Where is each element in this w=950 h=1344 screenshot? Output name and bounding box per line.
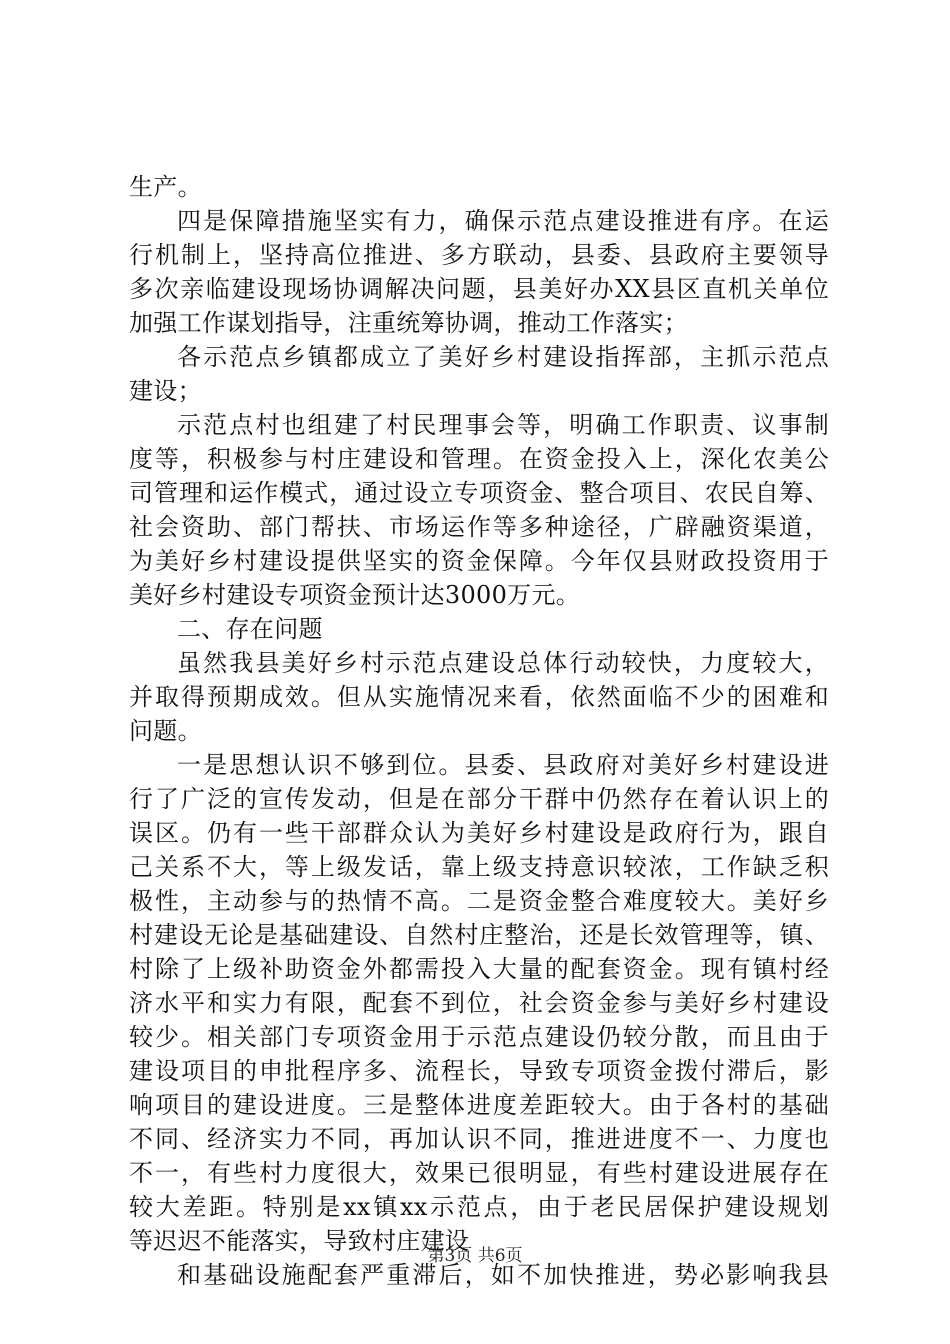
text-line: 问题。 <box>129 717 202 745</box>
text-line: 虽然我县美好乡村示范点建设总体行动较快，力度较大， <box>177 649 829 677</box>
text-line: 较大差距。特别是xx镇xx示范点，由于老民居保护建设规划 <box>129 1193 829 1221</box>
text-line: 加强工作谋划指导，注重统筹协调，推动工作落实； <box>129 309 688 337</box>
text-line: 度等，积极参与村庄建设和管理。在资金投入上，深化农美公 <box>129 445 829 473</box>
text-line: 生产。 <box>129 173 202 201</box>
text-line: 多次亲临建设现场协调解决问题，县美好办XX县区直机关单位 <box>129 275 829 303</box>
page-footer: 第3页 共6页 <box>427 1246 523 1266</box>
text-line: 司管理和运作模式，通过设立专项资金、整合项目、农民自筹、 <box>129 479 829 507</box>
text-line: 建设项目的申批程序多、流程长，导致专项资金拨付滞后，影 <box>129 1057 829 1085</box>
text-line: 己关系不大，等上级发话，靠上级支持意识较浓，工作缺乏积 <box>129 853 829 881</box>
text-line: 各示范点乡镇都成立了美好乡村建设指挥部，主抓示范点 <box>177 343 829 371</box>
text-line: 济水平和实力有限，配套不到位，社会资金参与美好乡村建设 <box>129 989 829 1017</box>
text-line: 行机制上，坚持高位推进、多方联动，县委、县政府主要领导 <box>129 241 829 269</box>
text-line: 不一，有些村力度很大，效果已很明显，有些村建设进展存在 <box>129 1159 829 1187</box>
text-line: 行了广泛的宣传发动，但是在部分干群中仍然存在着认识上的 <box>129 785 829 813</box>
text-line: 较少。相关部门专项资金用于示范点建设仍较分散，而且由于 <box>129 1023 829 1051</box>
text-line: 误区。仍有一些干部群众认为美好乡村建设是政府行为，跟自 <box>129 819 829 847</box>
text-line: 美好乡村建设专项资金预计达3000万元。 <box>129 581 581 609</box>
text-line: 一是思想认识不够到位。县委、县政府对美好乡村建设进 <box>177 751 829 779</box>
text-line: 不同、经济实力不同，再加认识不同，推进进度不一、力度也 <box>129 1125 829 1153</box>
document-body <box>129 170 829 1292</box>
text-line: 和基础设施配套严重滞后，如不加快推进，势必影响我县 <box>177 1261 829 1289</box>
text-line: 村建设无论是基础建设、自然村庄整治，还是长效管理等，镇、 <box>129 921 829 949</box>
text-line: 为美好乡村建设提供坚实的资金保障。今年仅县财政投资用于 <box>129 547 829 575</box>
text-line: 并取得预期成效。但从实施情况来看，依然面临不少的困难和 <box>129 683 829 711</box>
text-line: 等迟迟不能落实，导致村庄建设 <box>129 1227 470 1255</box>
text-line: 示范点村也组建了村民理事会等，明确工作职责、议事制 <box>177 411 829 439</box>
text-line: 建设； <box>129 377 202 405</box>
text-line: 村除了上级补助资金外都需投入大量的配套资金。现有镇村经 <box>129 955 829 983</box>
text-line: 响项目的建设进度。三是整体进度差距较大。由于各村的基础 <box>129 1091 829 1119</box>
text-line: 四是保障措施坚实有力，确保示范点建设推进有序。在运 <box>177 207 829 235</box>
text-line: 极性，主动参与的热情不高。二是资金整合难度较大。美好乡 <box>129 887 829 915</box>
text-line: 社会资助、部门帮扶、市场运作等多种途径，广辟融资渠道， <box>129 513 829 541</box>
text-line: 二、存在问题 <box>177 615 323 643</box>
